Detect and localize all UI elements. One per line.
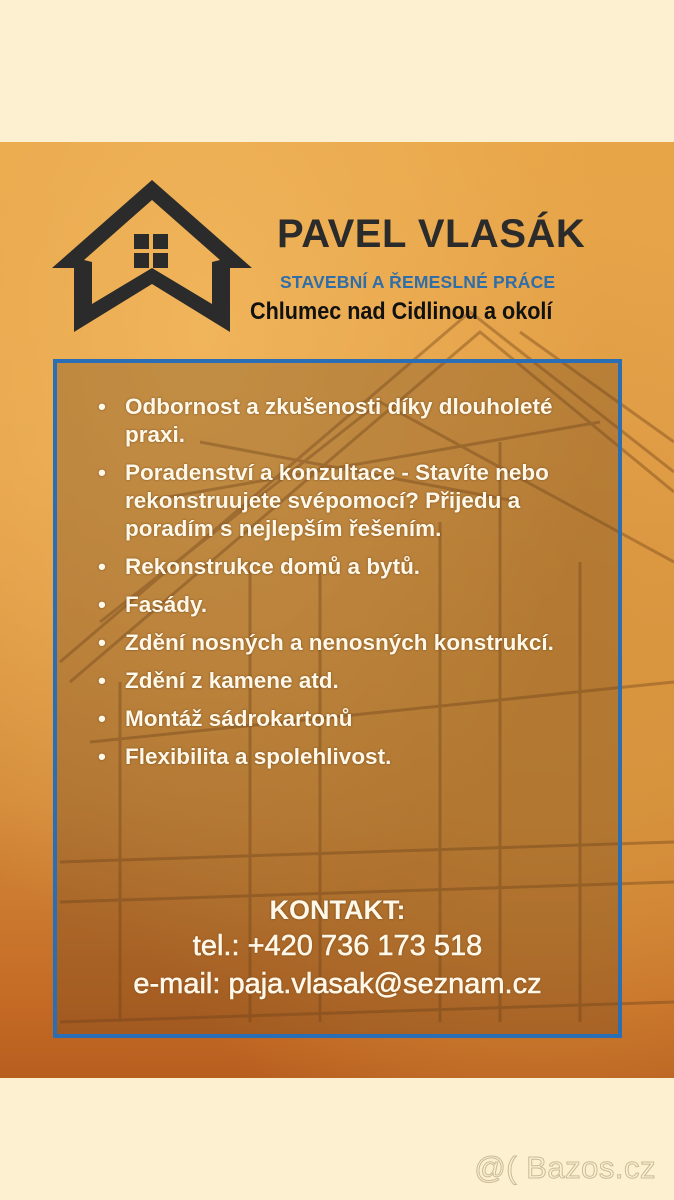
- bazos-watermark: @( Bazos.cz: [474, 1150, 656, 1185]
- service-text: Rekonstrukce domů a bytů.: [125, 554, 421, 579]
- bullet-icon: •: [98, 630, 106, 655]
- advertisement-poster: [0, 142, 674, 1078]
- service-item: [91, 743, 601, 771]
- service-item: [91, 705, 601, 733]
- service-text: Fasády.: [125, 592, 208, 617]
- contact-phone: tel.: +420 736 173 518: [192, 930, 483, 962]
- service-item: [91, 667, 601, 695]
- services-box: [53, 359, 622, 1038]
- contact-heading: KONTAKT:: [269, 895, 406, 925]
- bullet-icon: •: [98, 668, 106, 693]
- bullet-icon: •: [98, 706, 106, 731]
- services-list: [91, 393, 601, 781]
- business-name: PAVEL VLASÁK: [277, 212, 586, 256]
- service-text: Flexibilita a spolehlivost.: [125, 744, 392, 769]
- service-item: [91, 459, 601, 543]
- house-icon: [52, 176, 252, 336]
- service-item: [91, 629, 601, 657]
- service-text: Montáž sádrokartonů: [125, 706, 353, 731]
- contact-email: e-mail: paja.vlasak@seznam.cz: [133, 968, 542, 1000]
- service-region: Chlumec nad Cidlinou a okolí: [250, 298, 553, 325]
- bullet-icon: •: [98, 592, 106, 617]
- business-subtitle: STAVEBNÍ A ŘEMESLNÉ PRÁCE: [280, 272, 556, 292]
- bullet-icon: •: [98, 554, 106, 579]
- service-text: Zdění z kamene atd.: [125, 668, 339, 693]
- bullet-icon: •: [98, 394, 106, 419]
- service-text: Odbornost a zkušenosti díky dlouholeté praxi.: [125, 394, 553, 447]
- bullet-icon: •: [98, 744, 106, 769]
- service-text: Poradenství a konzultace - Stavíte nebo rekonstruujete svépomocí? Přijedu a poradím s nejlepším řešením.: [125, 460, 549, 541]
- service-item: [91, 553, 601, 581]
- service-item: [91, 591, 601, 619]
- service-text: Zdění nosných a nenosných konstrukcí.: [125, 630, 554, 655]
- contact-section: [57, 893, 618, 1003]
- bullet-icon: •: [98, 460, 106, 485]
- service-item: [91, 393, 601, 449]
